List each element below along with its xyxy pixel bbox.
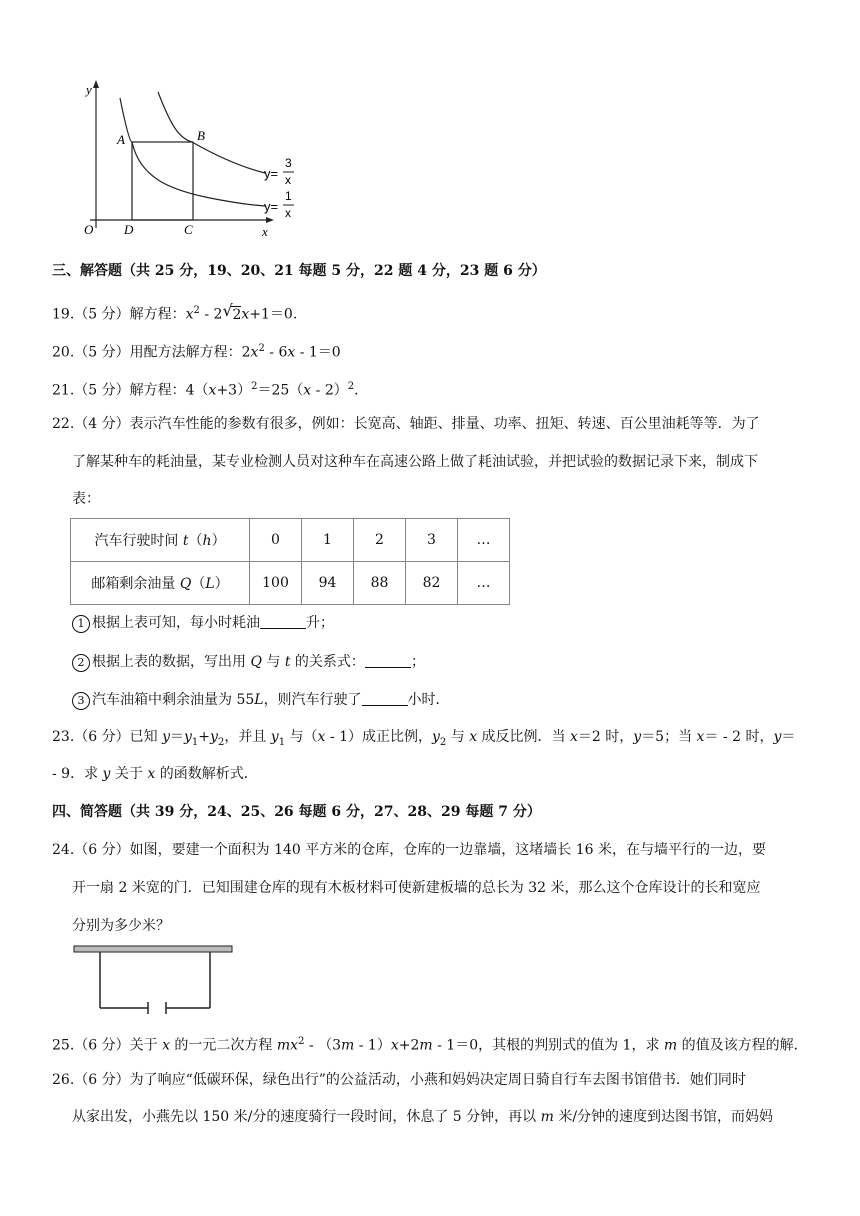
- table-cell: 94: [302, 562, 354, 605]
- question-24-line3: 分别为多少米？: [72, 918, 170, 934]
- warehouse-figure: [72, 944, 234, 1014]
- question-24-line1: 24.（6 分）如图，要建一个面积为 140 平方米的仓库，仓库的一边靠墙，这堵墙长 16 米，在与墙平行的一边，要: [52, 842, 766, 858]
- answer-blank[interactable]: [260, 614, 306, 629]
- x-axis-label: x: [262, 224, 268, 239]
- table-cell: 2: [354, 519, 406, 562]
- table-row: [71, 519, 510, 562]
- question-22-line3: 表：: [72, 491, 100, 507]
- upper-curve-denominator: x: [285, 173, 291, 187]
- table-cell: 3: [406, 519, 458, 562]
- question-22-sub3: 3 汽车油箱中剩余油量为 55L，则汽车行驶了 小时．: [72, 691, 450, 710]
- upper-curve-label: y=: [264, 166, 279, 181]
- point-a-label: A: [117, 132, 125, 147]
- lower-curve-label: y=: [264, 199, 279, 214]
- question-21: 21.（5 分）解方程：$4(x+3)^2=25(x - 2)^2$.: [52, 381, 359, 399]
- point-b-label: B: [197, 128, 205, 143]
- table-cell: 0: [250, 519, 302, 562]
- sqrt-symbol: √ 2: [222, 300, 242, 323]
- table-cell: 82: [406, 562, 458, 605]
- point-c-label: C: [184, 222, 193, 237]
- answer-blank[interactable]: [362, 691, 408, 706]
- question-26-line2: 从家出发，小燕先以 150 米/分的速度骑行一段时间，休息了 5 分钟，再以 m 米/分钟的速度到达图书馆，而妈妈: [72, 1109, 774, 1125]
- lower-curve-numerator: 1: [285, 189, 292, 203]
- question-24-line2: 开一扇 2 米宽的门．已知围建仓库的现有木板材料可使新建板墙的总长为 32 米，那么这个仓库设计的长和宽应: [72, 880, 761, 896]
- upper-curve-numerator: 3: [285, 156, 292, 170]
- origin-label: O: [84, 222, 94, 237]
- question-22-sub2: 2 根据上表的数据，写出用 Q 与 t 的关系式： ；: [72, 653, 425, 672]
- question-22-line1: 22.（4 分）表示汽车性能的参数有很多，例如：长宽高、轴距、排量、功率、扭矩、转速、百公里油耗等等．为了: [52, 416, 760, 432]
- table-header-time: 汽车行驶时间 t（h）: [71, 519, 250, 562]
- question-22-sub1: 1 根据上表可知，每小时耗油 升；: [72, 614, 334, 633]
- table-cell: …: [458, 519, 510, 562]
- hyperbola-figure: [60, 78, 320, 248]
- section-3-title: 三、解答题（共 25 分，19、20、21 每题 5 分，22 题 4 分，23 题 6 分）: [52, 263, 546, 279]
- question-20: 20.（5 分）用配方法解方程：$2x^2 - 6x - 1=0$: [52, 343, 341, 361]
- question-26-line1: 26.（6 分）为了响应“低碳环保，绿色出行”的公益活动，小燕和妈妈决定周日骑自行车去图书馆借书．她们同时: [52, 1072, 746, 1088]
- question-25: 25.（6 分）关于 x 的一元二次方程 $mx^2 - (3m - 1)x+2m - 1=0$，其根的判别式的值为 1，求 m 的值及该方程的解．: [52, 1036, 808, 1054]
- question-19: 19.（5 分）解方程：$x^2 - 2$ √ 2x+1＝0.: [52, 300, 298, 323]
- section-4-title: 四、简答题（共 39 分，24、25、26 每题 6 分，27、28、29 每题 7 分）: [52, 804, 541, 820]
- fuel-data-table: [70, 518, 510, 605]
- question-23-line2: - 9．求 y 关于 x 的函数解析式．: [52, 766, 258, 782]
- question-23-line1: 23.（6 分）已知 $y=y_1+y_2$，并且 $y_1$ 与（x - 1）成正比例，$y_2$ 与 x 成反比例．当 x＝2 时，y＝5；当 x＝ - 2 时，y＝: [52, 729, 796, 748]
- table-header-fuel: 邮箱剩余油量 Q（L）: [71, 562, 250, 605]
- question-22-line2: 了解某种车的耗油量，某专业检测人员对这种车在高速公路上做了耗油试验，并把试验的数据记录下来，制成下: [72, 454, 758, 470]
- point-d-label: D: [124, 222, 134, 237]
- table-cell: 100: [250, 562, 302, 605]
- table-cell: …: [458, 562, 510, 605]
- table-cell: 88: [354, 562, 406, 605]
- lower-curve-denominator: x: [285, 206, 291, 220]
- table-row: [71, 562, 510, 605]
- answer-blank[interactable]: [365, 653, 411, 668]
- y-axis-label: y: [86, 82, 92, 97]
- table-cell: 1: [302, 519, 354, 562]
